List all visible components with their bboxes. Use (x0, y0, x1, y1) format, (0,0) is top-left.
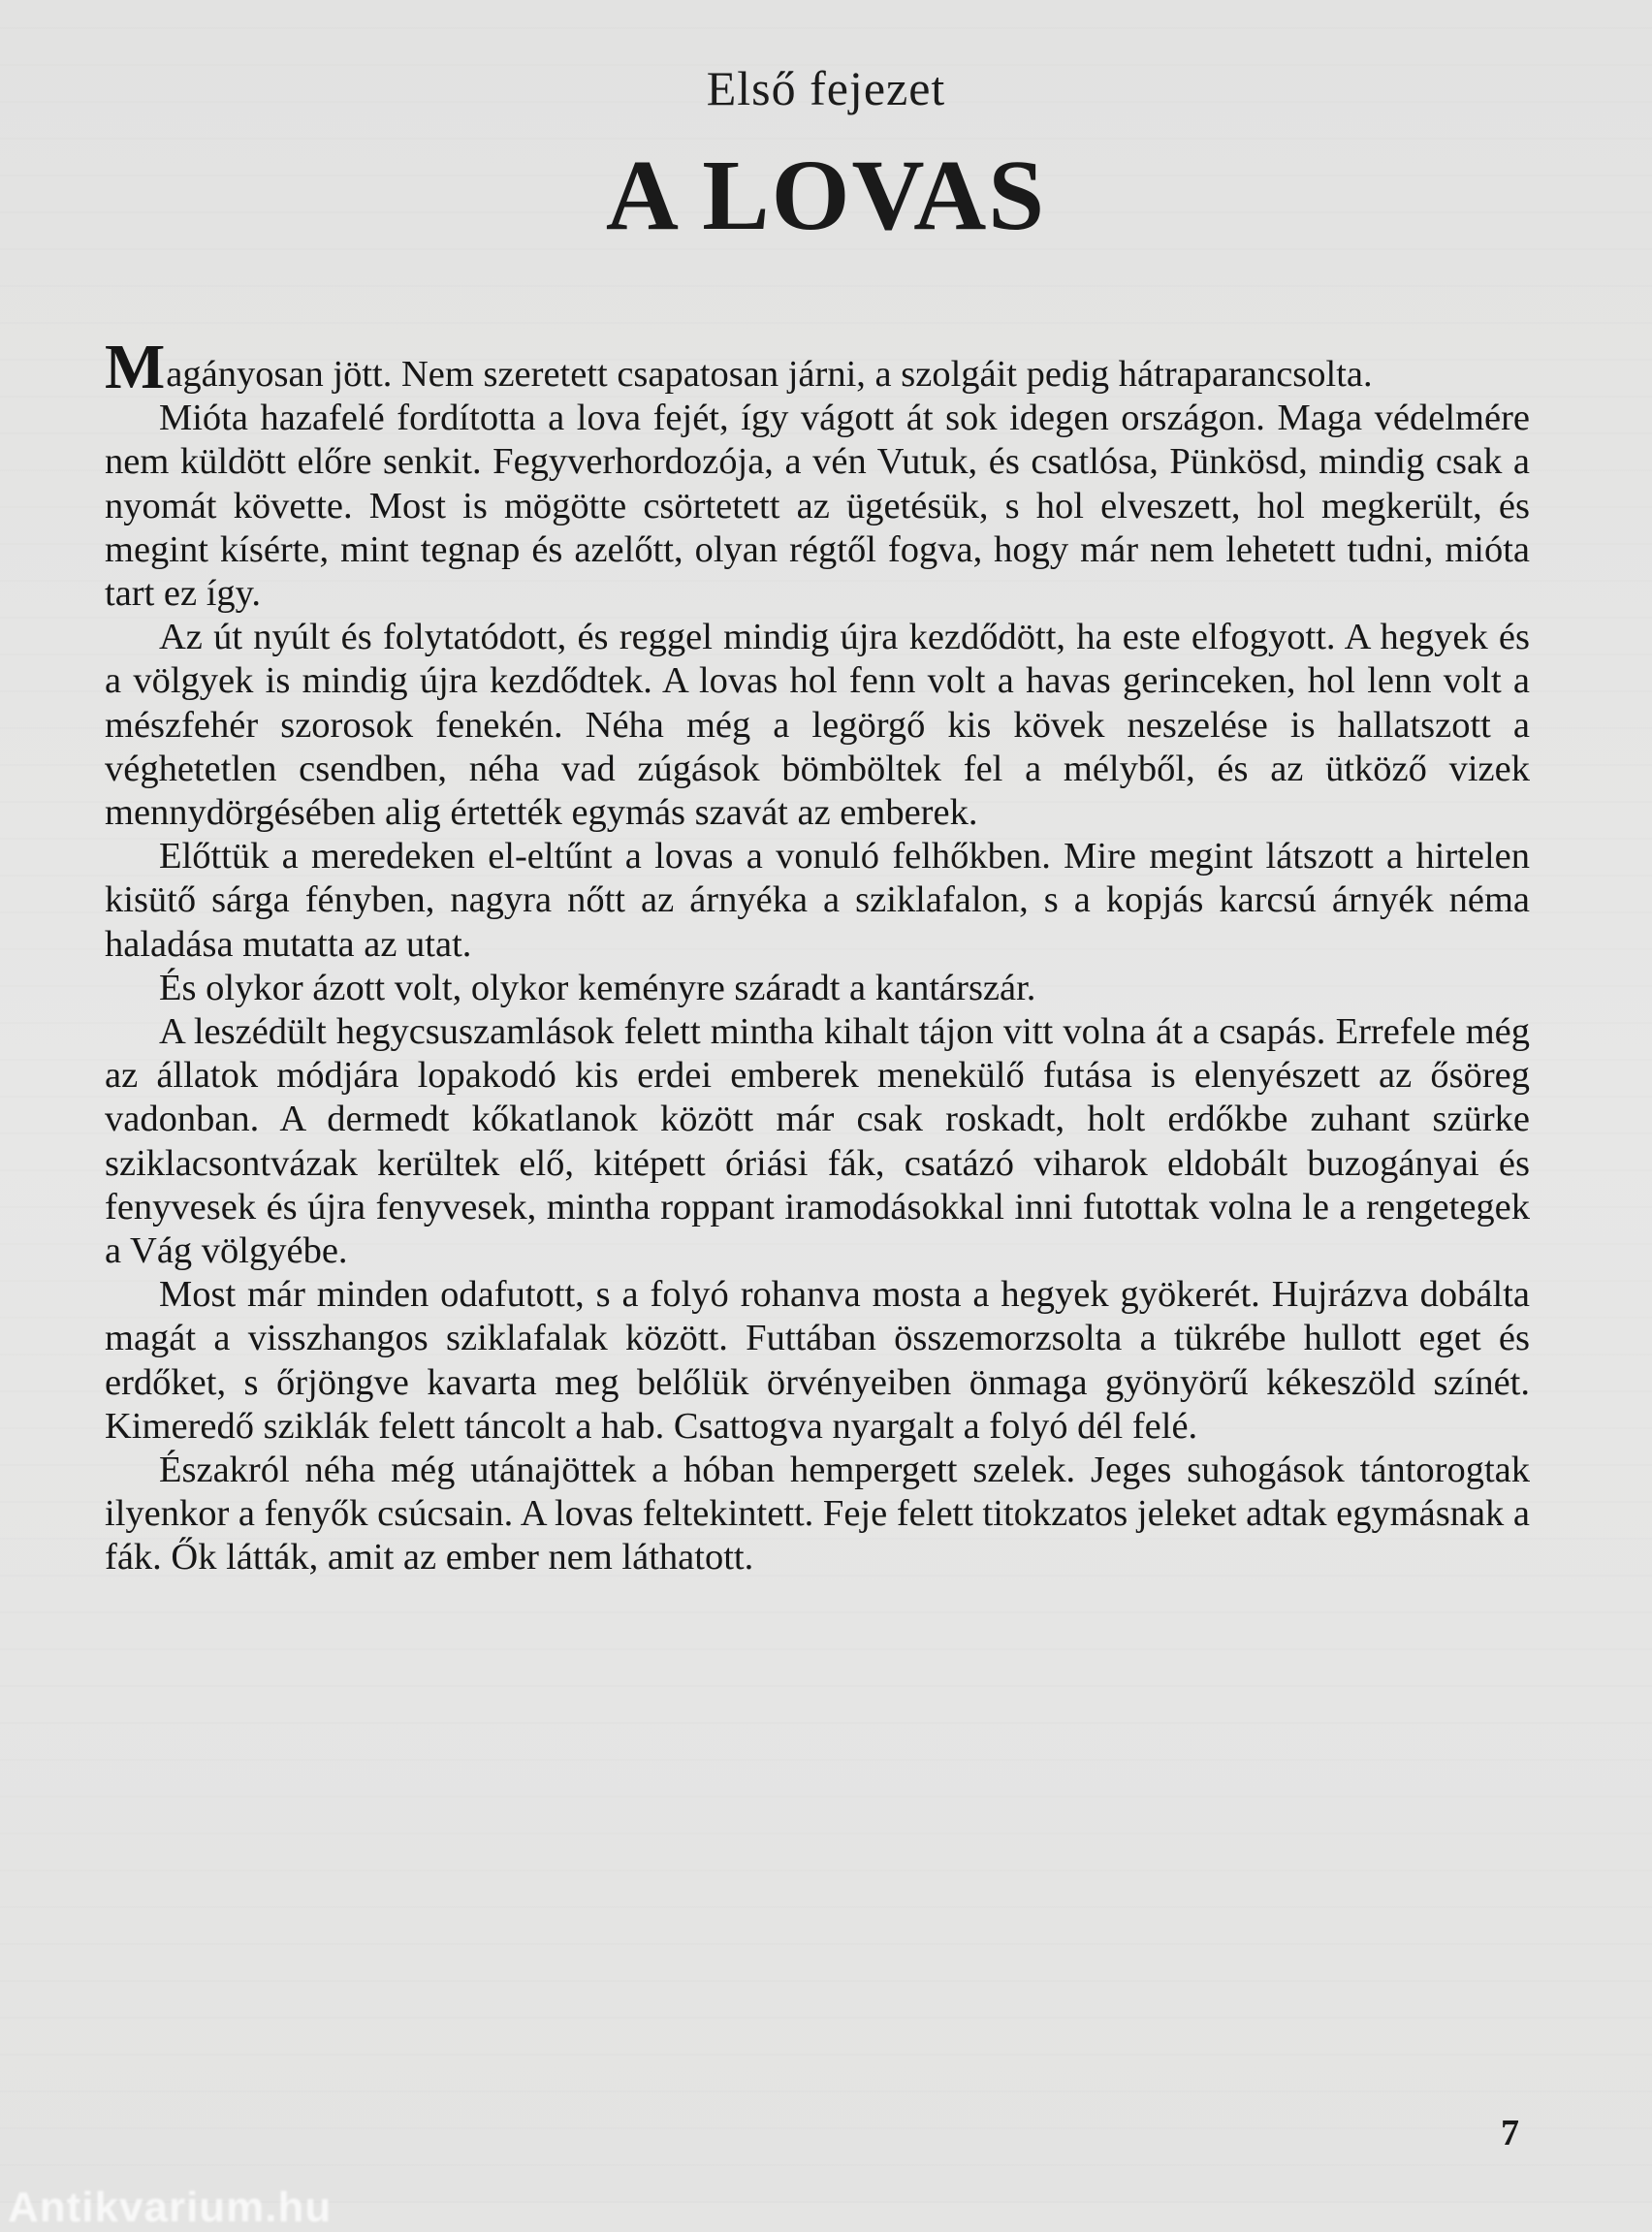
body-text (105, 332, 1531, 1580)
page-number: 7 (1501, 2113, 1519, 2153)
paragraph-4: Előttük a meredeken el-eltűnt a lovas a vonuló felhőkben. Mire megint látszott a hirtelen kisütő sárga fényben, nagyra nőtt az árnyéka a sziklafalon, s a kopjás karcsú árnyék néma haladása mutatta az utat. (105, 836, 1530, 965)
paragraph-7: Most már minden odafutott, s a folyó rohanva mosta a hegyek gyökerét. Hujrázva dobálta magát a visszhangos sziklafalak között. Futtában összemorzsolta a tükrébe hullott eget és erdőket, s őrjöngve kavarta meg belőlük örvényeiben önmaga gyönyörű kékeszöld színét. Kimeredő sziklák felett táncolt a hab. Csattogva nyargalt a folyó dél felé. (105, 1274, 1530, 1447)
paragraph-2: Mióta hazafelé fordította a lova fejét, így vágott át sok idegen országon. Maga védelmére nem küldött előre senkit. Fegyverhordozója, a vén Vutuk, és csatlósa, Pünkösd, mindig csak a nyomát követte. Most is mögötte csörtetett az ügetésük, s hol elveszett, hol megkerült, és megint kísérte, mint tegnap és azelőtt, olyan régtől fogva, hogy már nem lehetett tudni, mióta tart ez így. (105, 398, 1530, 615)
chapter-title: A LOVAS (605, 140, 1047, 251)
chapter-label: Első fejezet (706, 61, 946, 115)
drop-cap: M (105, 332, 166, 402)
paragraph-8: Északról néha még utánajöttek a hóban hempergett szelek. Jeges suhogások tántorogtak ilyenkor a fenyők csúcsain. A lovas feltekintett. Feje felett titokzatos jeleket adtak egymásnak a fák. Ők látták, amit az ember nem láthatott. (105, 1450, 1531, 1578)
paragraph-6: A leszédült hegycsuszamlások felett mintha kihalt tájon vitt volna át a csapás. Errefele még az állatok módjára lopakodó kis erdei emberek menekülő futása is elenyészett az ősöreg vadonban. A dermedt kőkatlanok között már csak roskadt, holt erdőkbe zuhant szürke sziklacsontvázak kerültek elő, kitépett óriási fák, csatázó viharok eldobált buzogányai és fenyvesek és újra fenyvesek, mintha roppant iramodásokkal inni futottak volna le a rengetegek a Vág völgyébe. (105, 1011, 1530, 1272)
paragraph-1 (105, 332, 1530, 402)
paragraph-3: Az út nyúlt és folytatódott, és reggel mindig újra kezdődött, ha este elfogyott. A hegyek és a völgyek is mindig újra kezdődtek. A lovas hol fenn volt a havas gerinceken, hol lenn volt a mészfehér szorosok fenekén. Néha még a legörgő kis kövek neszelése is hallatszott a véghetetlen csendben, néha vad zúgások bömböltek fel a mélyből, és az ütköző vizek mennydörgésében alig értették egymás szavát az emberek. (105, 617, 1530, 834)
paragraph-1-text: agányosan jött. Nem szeretett csapatosan járni, a szolgáit pedig hátraparancsolta. (166, 354, 1373, 395)
paragraph-5: És olykor ázott volt, olykor keményre száradt a kantárszár. (159, 967, 1036, 1008)
watermark: Antikvarium.hu (8, 2184, 333, 2231)
